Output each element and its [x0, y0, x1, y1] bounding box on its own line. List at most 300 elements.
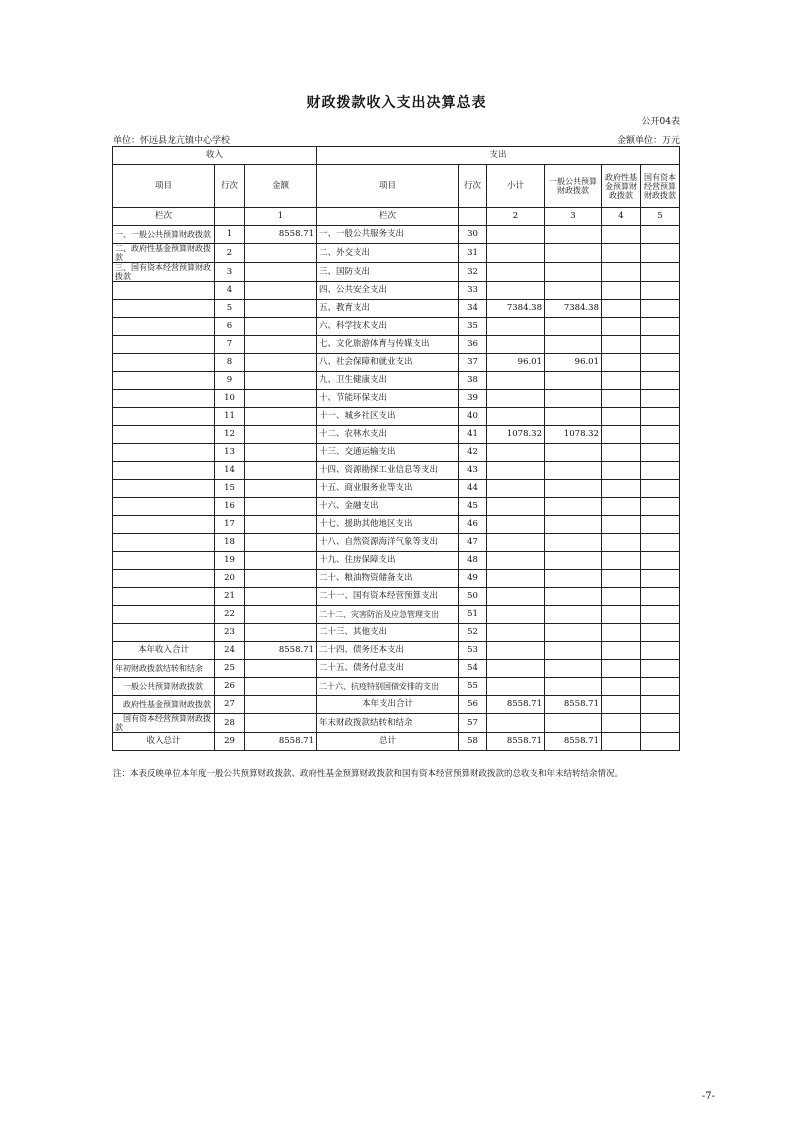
general-budget-cell [545, 372, 602, 390]
table-row [113, 733, 680, 751]
expenditure-row-no-cell: 53 [459, 642, 487, 660]
page-title: 财政拨款收入支出决算总表 [306, 95, 487, 111]
general-budget-cell [545, 480, 602, 498]
income-amount-cell [245, 606, 317, 624]
income-row-no-cell: 1 [215, 226, 245, 244]
general-budget-cell [545, 444, 602, 462]
income-row-no-cell: 6 [215, 318, 245, 336]
general-budget-cell [545, 534, 602, 552]
state-capital-cell [641, 462, 680, 480]
state-capital-cell [641, 444, 680, 462]
expenditure-row-no-cell: 42 [459, 444, 487, 462]
subtotal-cell [487, 462, 545, 480]
table-row [113, 408, 680, 426]
income-amount-cell [245, 354, 317, 372]
expenditure-item-cell: 四、公共安全支出 [317, 282, 459, 300]
income-row-no-cell: 14 [215, 462, 245, 480]
expenditure-item-cell: 七、文化旅游体育与传媒支出 [317, 336, 459, 354]
expenditure-row-no-cell: 39 [459, 390, 487, 408]
header-row-top [113, 147, 680, 165]
income-amount-cell: 8558.71 [245, 226, 317, 244]
income-row-no-cell: 28 [215, 714, 245, 733]
table-row [113, 462, 680, 480]
col-subtotal: 小计 [487, 165, 545, 208]
state-capital-cell [641, 606, 680, 624]
state-capital-cell [641, 263, 680, 282]
expenditure-item-cell: 九、卫生健康支出 [317, 372, 459, 390]
col-index-5: 5 [641, 208, 680, 226]
state-capital-cell [641, 372, 680, 390]
gov-fund-cell [602, 226, 641, 244]
subtotal-cell [487, 552, 545, 570]
income-amount-cell [245, 498, 317, 516]
expenditure-item-cell: 二十四、债务还本支出 [317, 642, 459, 660]
state-capital-cell [641, 534, 680, 552]
general-budget-cell [545, 570, 602, 588]
expenditure-item-cell: 二十一、国有资本经营预算支出 [317, 588, 459, 606]
header-row-columns [113, 165, 680, 208]
state-capital-cell [641, 318, 680, 336]
expenditure-item-cell: 二十五、债务付息支出 [317, 660, 459, 678]
col-income-item: 项目 [113, 165, 215, 208]
expenditure-row-no-cell: 44 [459, 480, 487, 498]
income-amount-cell [245, 588, 317, 606]
state-capital-cell [641, 480, 680, 498]
expenditure-item-cell: 二十二、灾害防治及应急管理支出 [317, 606, 459, 624]
expenditure-item-cell: 十二、农林水支出 [317, 426, 459, 444]
income-row-no-cell: 18 [215, 534, 245, 552]
income-row-no-cell: 17 [215, 516, 245, 534]
state-capital-cell [641, 552, 680, 570]
table-row [113, 480, 680, 498]
expenditure-row-no-cell: 55 [459, 678, 487, 696]
subtotal-cell: 96.01 [487, 354, 545, 372]
gov-fund-cell [602, 570, 641, 588]
gov-fund-cell [602, 678, 641, 696]
general-budget-cell [545, 678, 602, 696]
income-amount-cell [245, 408, 317, 426]
state-capital-cell [641, 354, 680, 372]
income-item-cell [113, 552, 215, 570]
table-row [113, 336, 680, 354]
general-budget-cell [545, 462, 602, 480]
income-row-no-cell: 10 [215, 390, 245, 408]
gov-fund-cell [602, 336, 641, 354]
gov-fund-cell [602, 588, 641, 606]
state-capital-cell [641, 226, 680, 244]
income-row-no-cell: 19 [215, 552, 245, 570]
state-capital-cell [641, 678, 680, 696]
general-budget-cell [545, 318, 602, 336]
subtotal-cell [487, 390, 545, 408]
expenditure-row-no-cell: 58 [459, 733, 487, 751]
gov-fund-cell [602, 516, 641, 534]
form-number: 公开04表 [641, 117, 680, 127]
expenditure-item-cell: 一、一般公共服务支出 [317, 226, 459, 244]
subtotal-cell [487, 660, 545, 678]
expenditure-row-no-cell: 45 [459, 498, 487, 516]
gov-fund-cell [602, 534, 641, 552]
gov-fund-cell [602, 354, 641, 372]
income-item-cell [113, 534, 215, 552]
income-item-cell [113, 444, 215, 462]
expenditure-item-cell: 八、社会保障和就业支出 [317, 354, 459, 372]
col-exp-row-no: 行次 [459, 165, 487, 208]
gov-fund-cell [602, 660, 641, 678]
gov-fund-cell [602, 624, 641, 642]
table-row [113, 354, 680, 372]
general-budget-cell [545, 660, 602, 678]
income-header: 收入 [113, 147, 317, 165]
expenditure-row-no-cell: 33 [459, 282, 487, 300]
expenditure-item-cell: 十一、城乡社区支出 [317, 408, 459, 426]
expenditure-item-cell: 十九、住房保障支出 [317, 552, 459, 570]
income-item-cell [113, 588, 215, 606]
general-budget-cell [545, 588, 602, 606]
gov-fund-cell [602, 696, 641, 714]
income-row-no-cell: 2 [215, 244, 245, 263]
table-row [113, 678, 680, 696]
state-capital-cell [641, 696, 680, 714]
subtotal-cell [487, 480, 545, 498]
expenditure-row-no-cell: 43 [459, 462, 487, 480]
income-row-no-cell: 25 [215, 660, 245, 678]
general-budget-cell [545, 552, 602, 570]
table-row [113, 263, 680, 282]
income-item-cell: 一、一般公共预算财政拨款 [113, 226, 215, 244]
col-gov-fund: 政府性基金预算财政拨款 [602, 165, 641, 208]
col-index-3: 3 [545, 208, 602, 226]
income-amount-cell [245, 462, 317, 480]
gov-fund-cell [602, 606, 641, 624]
subtotal-cell [487, 570, 545, 588]
state-capital-cell [641, 408, 680, 426]
table-row [113, 660, 680, 678]
subtotal-cell [487, 282, 545, 300]
expenditure-row-no-cell: 51 [459, 606, 487, 624]
col-income-row-no: 行次 [215, 165, 245, 208]
table-note: 注：本表反映单位本年度一般公共预算财政拨款、政府性基金预算财政拨款和国有资本经营预算财政拨款的总收支和年末结转结余情况。 [113, 769, 624, 779]
table-row [113, 390, 680, 408]
general-budget-cell [545, 624, 602, 642]
table-row [113, 300, 680, 318]
column-index-row [113, 208, 680, 226]
income-amount-cell [245, 390, 317, 408]
income-amount-cell: 8558.71 [245, 642, 317, 660]
general-budget-cell [545, 336, 602, 354]
income-item-cell [113, 606, 215, 624]
table-row [113, 552, 680, 570]
table-row [113, 588, 680, 606]
income-item-cell [113, 480, 215, 498]
income-item-cell [113, 516, 215, 534]
income-item-cell [113, 624, 215, 642]
expenditure-row-no-cell: 41 [459, 426, 487, 444]
state-capital-cell [641, 244, 680, 263]
col-index-4: 4 [602, 208, 641, 226]
subtotal-cell [487, 498, 545, 516]
col-index-blank [459, 208, 487, 226]
income-item-cell [113, 570, 215, 588]
col-index-1: 1 [245, 208, 317, 226]
income-row-no-cell: 24 [215, 642, 245, 660]
income-row-no-cell: 21 [215, 588, 245, 606]
expenditure-row-no-cell: 52 [459, 624, 487, 642]
general-budget-cell: 96.01 [545, 354, 602, 372]
income-amount-cell [245, 282, 317, 300]
expenditure-row-no-cell: 40 [459, 408, 487, 426]
expenditure-item-cell: 十六、金融支出 [317, 498, 459, 516]
income-item-cell [113, 408, 215, 426]
expenditure-item-cell: 本年支出合计 [317, 696, 459, 714]
col-income-amount: 金额 [245, 165, 317, 208]
income-item-cell [113, 372, 215, 390]
income-amount-cell [245, 678, 317, 696]
page-number: -7- [701, 1091, 715, 1102]
general-budget-cell [545, 516, 602, 534]
expenditure-item-cell: 二十六、抗疫特别国债安排的支出 [317, 678, 459, 696]
income-amount-cell: 8558.71 [245, 733, 317, 751]
income-item-cell: 年初财政拨款结转和结余 [113, 660, 215, 678]
col-index-label-left: 栏次 [113, 208, 215, 226]
gov-fund-cell [602, 390, 641, 408]
table-row [113, 498, 680, 516]
state-capital-cell [641, 642, 680, 660]
gov-fund-cell [602, 408, 641, 426]
income-row-no-cell: 26 [215, 678, 245, 696]
budget-summary-table [112, 146, 680, 751]
subtotal-cell [487, 606, 545, 624]
expenditure-item-cell: 十五、商业服务业等支出 [317, 480, 459, 498]
income-amount-cell [245, 444, 317, 462]
income-amount-cell [245, 516, 317, 534]
subtotal-cell [487, 714, 545, 733]
income-item-cell: 收入总计 [113, 733, 215, 751]
gov-fund-cell [602, 498, 641, 516]
expenditure-row-no-cell: 36 [459, 336, 487, 354]
subtotal-cell [487, 534, 545, 552]
income-row-no-cell: 7 [215, 336, 245, 354]
gov-fund-cell [602, 300, 641, 318]
table-row [113, 570, 680, 588]
expenditure-item-cell: 二十三、其他支出 [317, 624, 459, 642]
income-row-no-cell: 5 [215, 300, 245, 318]
income-amount-cell [245, 696, 317, 714]
expenditure-row-no-cell: 37 [459, 354, 487, 372]
state-capital-cell [641, 390, 680, 408]
income-amount-cell [245, 336, 317, 354]
gov-fund-cell [602, 244, 641, 263]
state-capital-cell [641, 300, 680, 318]
expenditure-row-no-cell: 50 [459, 588, 487, 606]
table-row [113, 642, 680, 660]
gov-fund-cell [602, 552, 641, 570]
gov-fund-cell [602, 372, 641, 390]
income-amount-cell [245, 300, 317, 318]
expenditure-row-no-cell: 57 [459, 714, 487, 733]
expenditure-item-cell: 十、节能环保支出 [317, 390, 459, 408]
subtotal-cell [487, 244, 545, 263]
income-amount-cell [245, 660, 317, 678]
subtotal-cell [487, 408, 545, 426]
income-item-cell: 政府性基金预算财政拨款 [113, 696, 215, 714]
subtotal-cell [487, 226, 545, 244]
state-capital-cell [641, 624, 680, 642]
income-amount-cell [245, 372, 317, 390]
income-amount-cell [245, 552, 317, 570]
state-capital-cell [641, 588, 680, 606]
expenditure-item-cell: 三、国防支出 [317, 263, 459, 282]
gov-fund-cell [602, 263, 641, 282]
subtotal-cell [487, 336, 545, 354]
income-amount-cell [245, 480, 317, 498]
table-row [113, 534, 680, 552]
income-row-no-cell: 16 [215, 498, 245, 516]
subtotal-cell [487, 372, 545, 390]
subtotal-cell [487, 624, 545, 642]
table-row [113, 244, 680, 263]
subtotal-cell [487, 588, 545, 606]
expenditure-row-no-cell: 32 [459, 263, 487, 282]
expenditure-row-no-cell: 38 [459, 372, 487, 390]
income-item-cell [113, 390, 215, 408]
income-row-no-cell: 22 [215, 606, 245, 624]
income-row-no-cell: 9 [215, 372, 245, 390]
expenditure-row-no-cell: 54 [459, 660, 487, 678]
state-capital-cell [641, 282, 680, 300]
expenditure-item-cell: 十四、资源勘探工业信息等支出 [317, 462, 459, 480]
income-item-cell: 二、政府性基金预算财政拨款 [113, 244, 215, 263]
subtotal-cell [487, 318, 545, 336]
income-item-cell: 本年收入合计 [113, 642, 215, 660]
expenditure-row-no-cell: 48 [459, 552, 487, 570]
income-item-cell [113, 300, 215, 318]
expenditure-row-no-cell: 49 [459, 570, 487, 588]
income-row-no-cell: 4 [215, 282, 245, 300]
general-budget-cell: 7384.38 [545, 300, 602, 318]
gov-fund-cell [602, 480, 641, 498]
income-item-cell [113, 354, 215, 372]
expenditure-item-cell: 二十、粮油物资储备支出 [317, 570, 459, 588]
income-amount-cell [245, 263, 317, 282]
table-row [113, 624, 680, 642]
expenditure-row-no-cell: 56 [459, 696, 487, 714]
table-row [113, 516, 680, 534]
subtotal-cell: 7384.38 [487, 300, 545, 318]
gov-fund-cell [602, 282, 641, 300]
expenditure-row-no-cell: 30 [459, 226, 487, 244]
state-capital-cell [641, 516, 680, 534]
expenditure-item-cell: 十三、交通运输支出 [317, 444, 459, 462]
gov-fund-cell [602, 733, 641, 751]
general-budget-cell [545, 408, 602, 426]
general-budget-cell [545, 714, 602, 733]
gov-fund-cell [602, 444, 641, 462]
expenditure-row-no-cell: 47 [459, 534, 487, 552]
general-budget-cell [545, 244, 602, 263]
subtotal-cell: 8558.71 [487, 733, 545, 751]
income-amount-cell [245, 318, 317, 336]
gov-fund-cell [602, 642, 641, 660]
subtotal-cell: 1078.32 [487, 426, 545, 444]
state-capital-cell [641, 660, 680, 678]
table-row [113, 696, 680, 714]
general-budget-cell: 8558.71 [545, 696, 602, 714]
general-budget-cell [545, 263, 602, 282]
expenditure-row-no-cell: 35 [459, 318, 487, 336]
general-budget-cell [545, 606, 602, 624]
general-budget-cell [545, 498, 602, 516]
income-amount-cell [245, 534, 317, 552]
subtotal-cell [487, 263, 545, 282]
col-general-budget: 一般公共预算财政拨款 [545, 165, 602, 208]
general-budget-cell [545, 282, 602, 300]
state-capital-cell [641, 733, 680, 751]
income-row-no-cell: 15 [215, 480, 245, 498]
col-index-blank [215, 208, 245, 226]
gov-fund-cell [602, 714, 641, 733]
expenditure-row-no-cell: 34 [459, 300, 487, 318]
expenditure-item-cell: 年末财政拨款结转和结余 [317, 714, 459, 733]
income-row-no-cell: 27 [215, 696, 245, 714]
reporting-unit: 单位：怀远县龙亢镇中心学校 [113, 136, 231, 146]
table-row [113, 282, 680, 300]
state-capital-cell [641, 426, 680, 444]
gov-fund-cell [602, 318, 641, 336]
gov-fund-cell [602, 426, 641, 444]
expenditure-item-cell: 总计 [317, 733, 459, 751]
income-amount-cell [245, 426, 317, 444]
col-index-2: 2 [487, 208, 545, 226]
income-amount-cell [245, 624, 317, 642]
state-capital-cell [641, 336, 680, 354]
subtotal-cell [487, 516, 545, 534]
expenditure-row-no-cell: 31 [459, 244, 487, 263]
income-item-cell [113, 336, 215, 354]
col-exp-item: 项目 [317, 165, 459, 208]
income-item-cell: 三、国有资本经营预算财政拨款 [113, 263, 215, 282]
gov-fund-cell [602, 462, 641, 480]
income-item-cell [113, 426, 215, 444]
table-row [113, 226, 680, 244]
income-row-no-cell: 8 [215, 354, 245, 372]
income-row-no-cell: 3 [215, 263, 245, 282]
income-item-cell [113, 282, 215, 300]
expenditure-item-cell: 五、教育支出 [317, 300, 459, 318]
general-budget-cell [545, 226, 602, 244]
income-item-cell [113, 498, 215, 516]
expenditure-item-cell: 二、外交支出 [317, 244, 459, 263]
table-row [113, 606, 680, 624]
subtotal-cell [487, 642, 545, 660]
expenditure-item-cell: 六、科学技术支出 [317, 318, 459, 336]
income-row-no-cell: 23 [215, 624, 245, 642]
general-budget-cell [545, 642, 602, 660]
table-row [113, 372, 680, 390]
general-budget-cell: 8558.71 [545, 733, 602, 751]
income-row-no-cell: 13 [215, 444, 245, 462]
state-capital-cell [641, 714, 680, 733]
table-row [113, 318, 680, 336]
subtotal-cell [487, 444, 545, 462]
income-amount-cell [245, 244, 317, 263]
expenditure-row-no-cell: 46 [459, 516, 487, 534]
table-row [113, 426, 680, 444]
income-amount-cell [245, 714, 317, 733]
amount-unit: 金额单位：万元 [616, 136, 680, 146]
expenditure-item-cell: 十八、自然资源海洋气象等支出 [317, 534, 459, 552]
general-budget-cell [545, 390, 602, 408]
